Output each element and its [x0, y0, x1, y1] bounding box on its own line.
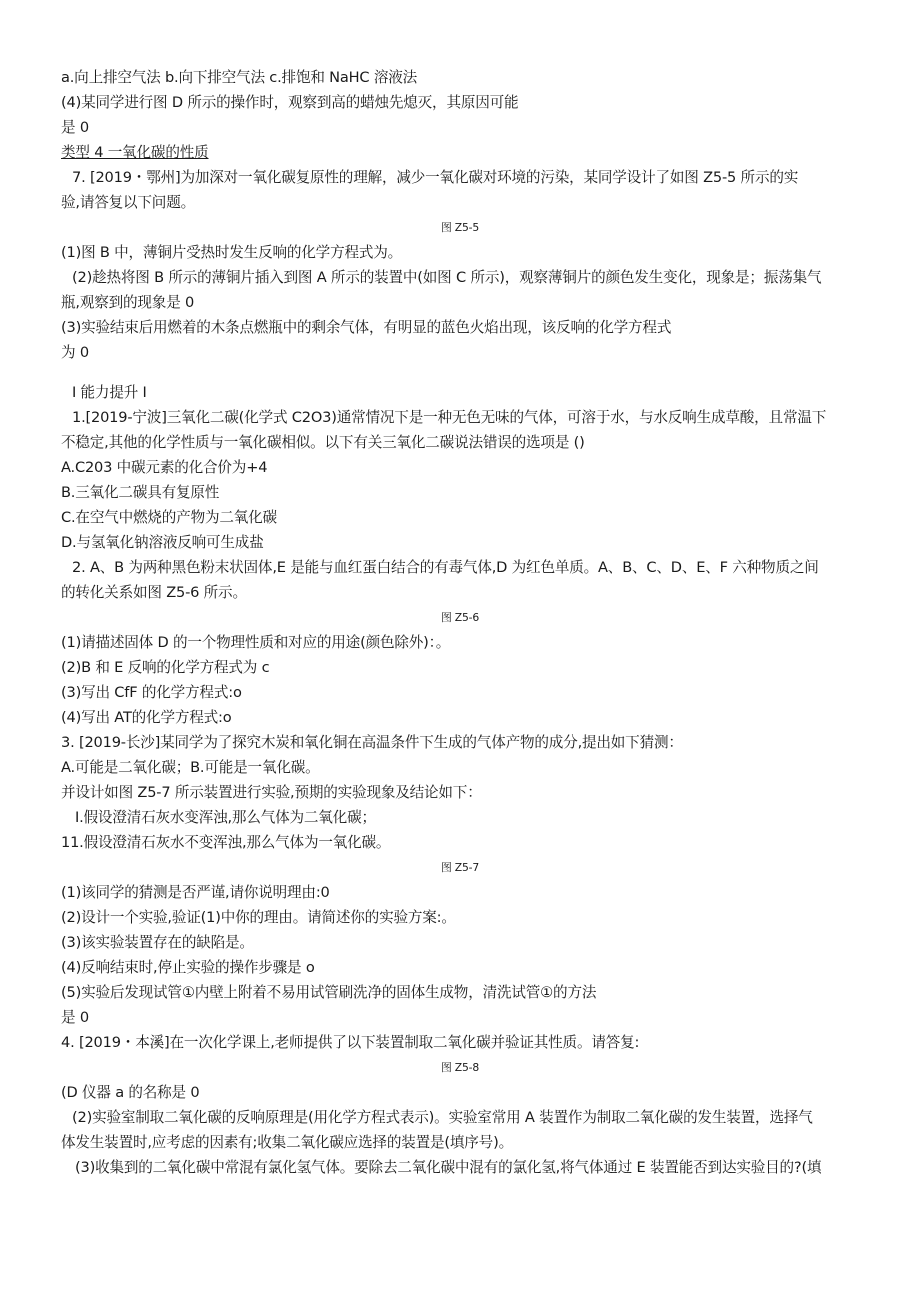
- text-line: (5)实验后发现试管①内壁上附着不易用试管刷洗净的固体生成物，清洗试管①的方法: [61, 984, 597, 1001]
- text-line: 的转化关系如图 Z5-6 所示。: [61, 584, 247, 601]
- option-b: B.三氧化二碳具有复原性: [61, 484, 220, 501]
- text-line: (2)实验室制取二氧化碳的反响原理是(用化学方程式表示)。实验室常用 A 装置作为制取二氧化碳的发生装置，选择气: [72, 1109, 813, 1126]
- option-a: A.C203 中碳元素的化合价为+4: [61, 459, 268, 476]
- question-4: 4. [2019・本溪]在一次化学课上,老师提供了以下装置制取二氧化碳并验证其性质。请答复:: [61, 1034, 640, 1051]
- text-line: 瓶,观察到的现象是 0: [61, 294, 195, 311]
- text-line: 体发生装置时,应考虑的因素有;收集二氧化碳应选择的装置是(填序号)。: [61, 1134, 513, 1151]
- text-line: (1)该同学的猜测是否严谨,请你说明理由:0: [61, 884, 330, 901]
- figure-caption: 图 Z5-7: [440, 861, 480, 874]
- text-line: a.向上排空气法 b.向下排空气法 c.排饱和 NaHC 溶液法: [61, 69, 418, 86]
- section-heading: I 能力提升 I: [72, 384, 147, 401]
- text-line: (1)请描述固体 D 的一个物理性质和对应的用途(颜色除外)：。: [61, 634, 451, 651]
- text-line: (4)写出 AT的化学方程式:o: [61, 709, 232, 726]
- option-d: D.与氢氧化钠溶液反响可生成盐: [61, 534, 264, 551]
- question-7: 7. [2019・鄂州]为加深对一氧化碳复原性的理解，减少一氧化碳对环境的污染，某同学设计了如图 Z5-5 所示的实: [72, 169, 799, 186]
- text-line: (D 仪器 a 的名称是 0: [61, 1084, 200, 1101]
- text-line: 为 0: [61, 344, 89, 361]
- question-2: 2. A、B 为两种黑色粉末状固体,E 是能与血红蛋白结合的有毒气体,D 为红色单质。A、B、C、D、E、F 六种物质之间: [72, 559, 819, 576]
- figure-caption: 图 Z5-5: [440, 221, 480, 234]
- text-line: (4)反响结束时,停止实验的操作步骤是 o: [61, 959, 315, 976]
- section-heading: 类型 4 一氧化碳的性质: [61, 144, 209, 161]
- text-line: 不稳定,其他的化学性质与一氧化碳相似。以下有关三氧化二碳说法错误的选项是 (): [61, 434, 585, 451]
- text-line: (1)图 B 中，薄铜片受热时发生反响的化学方程式为。: [61, 244, 403, 261]
- text-line: (3)该实验装置存在的缺陷是。: [61, 934, 254, 951]
- text-line: (3)实验结束后用燃着的木条点燃瓶中的剩余气体，有明显的蓝色火焰出现，该反响的化学方程式: [61, 319, 672, 336]
- question-3: 3. [2019-长沙]某同学为了探究木炭和氧化铜在高温条件下生成的气体产物的成分,提出如下猜测：: [61, 734, 683, 751]
- text-line: 是 0: [61, 119, 89, 136]
- figure-caption: 图 Z5-8: [440, 1061, 480, 1074]
- figure-caption: 图 Z5-6: [440, 611, 480, 624]
- text-line: I.假设澄清石灰水变浑浊,那么气体为二氧化碳；: [75, 809, 376, 826]
- text-line: (3)收集到的二氧化碳中常混有氯化氢气体。要除去二氧化碳中混有的氯化氢,将气体通过 E 装置能否到达实验目的?(填: [75, 1159, 822, 1176]
- question-1: 1.[2019-宁波]三氧化二碳(化学式 C2O3)通常情况下是一种无色无味的气体，可溶于水，与水反响生成草酸，且常温下: [72, 409, 827, 426]
- text-line: (4)某同学进行图 D 所示的操作时，观察到高的蜡烛先熄灭，其原因可能: [61, 94, 519, 111]
- option-c: C.在空气中燃烧的产物为二氧化碳: [61, 509, 277, 526]
- text-line: (2)趁热将图 B 所示的薄铜片插入到图 A 所示的装置中(如图 C 所示)，观察薄铜片的颜色发生变化，现象是；振荡集气: [72, 269, 822, 286]
- text-line: 并设计如图 Z5-7 所示装置进行实验,预期的实验现象及结论如下：: [61, 784, 482, 801]
- text-line: (2)设计一个实验,验证(1)中你的理由。请简述你的实验方案:。: [61, 909, 456, 926]
- text-line: (3)写出 CfF 的化学方程式:o: [61, 684, 242, 701]
- text-line: 11.假设澄清石灰水不变浑浊,那么气体为一氧化碳。: [61, 834, 391, 851]
- text-line: 是 0: [61, 1009, 89, 1026]
- text-line: A.可能是二氧化碳；B.可能是一氧化碳。: [61, 759, 320, 776]
- text-line: (2)B 和 E 反响的化学方程式为 c: [61, 659, 270, 676]
- text-line: 验,请答复以下问题。: [61, 194, 195, 211]
